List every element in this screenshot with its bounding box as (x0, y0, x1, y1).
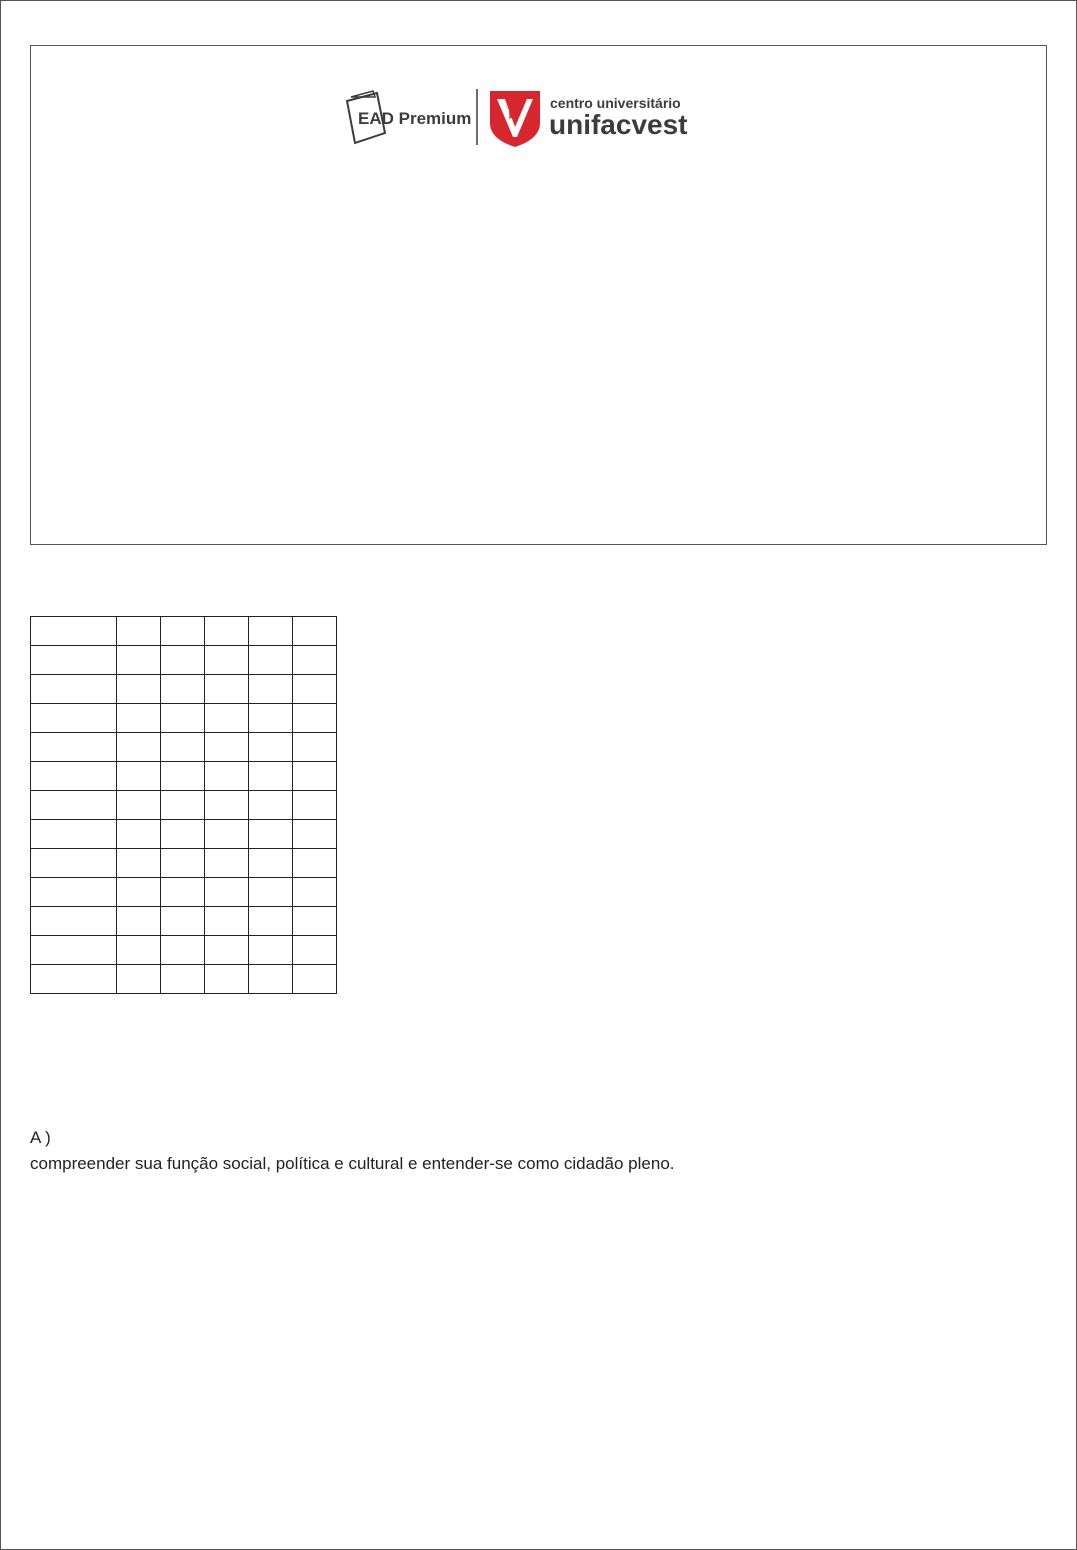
grid-answer-cell[interactable] (117, 762, 161, 791)
grid-answer-cell[interactable] (161, 849, 205, 878)
grid-answer-cell[interactable] (293, 878, 337, 907)
grid-answer-cell[interactable] (249, 733, 293, 762)
grid-answer-cell[interactable] (117, 675, 161, 704)
grid-answer-cell[interactable] (293, 965, 337, 994)
grid-answer-cell[interactable] (117, 936, 161, 965)
grid-answer-cell[interactable] (249, 878, 293, 907)
grid-answer-cell[interactable] (161, 936, 205, 965)
grid-answer-cell[interactable] (293, 762, 337, 791)
grid-answer-cell[interactable] (205, 646, 249, 675)
grid-row (31, 675, 337, 704)
grid-question-cell (31, 675, 117, 704)
grid-answer-cell[interactable] (161, 704, 205, 733)
grid-answer-cell[interactable] (161, 762, 205, 791)
grid-row (31, 791, 337, 820)
grid-row (31, 646, 337, 675)
grid-answer-cell[interactable] (117, 791, 161, 820)
grid-row (31, 733, 337, 762)
grid-answer-cell[interactable] (293, 733, 337, 762)
grid-answer-cell[interactable] (205, 878, 249, 907)
grid-question-cell (31, 965, 117, 994)
grid-row (31, 762, 337, 791)
grid-answer-cell[interactable] (249, 791, 293, 820)
grid-row (31, 849, 337, 878)
grid-question-cell (31, 849, 117, 878)
grid-answer-cell[interactable] (161, 733, 205, 762)
grid-answer-cell[interactable] (293, 791, 337, 820)
grid-answer-cell[interactable] (293, 617, 337, 646)
grid-answer-cell[interactable] (117, 820, 161, 849)
grid-answer-cell[interactable] (117, 733, 161, 762)
grid-question-cell (31, 791, 117, 820)
grid-answer-cell[interactable] (205, 907, 249, 936)
grid-answer-cell[interactable] (117, 704, 161, 733)
grid-answer-cell[interactable] (117, 965, 161, 994)
grid-answer-cell[interactable] (249, 907, 293, 936)
grid-row (31, 704, 337, 733)
grid-answer-cell[interactable] (161, 907, 205, 936)
grid-answer-cell[interactable] (117, 646, 161, 675)
grid-answer-cell[interactable] (161, 820, 205, 849)
grid-row (31, 907, 337, 936)
grid-row (31, 617, 337, 646)
grid-answer-cell[interactable] (117, 617, 161, 646)
grid-question-cell (31, 762, 117, 791)
grid-answer-cell[interactable] (205, 820, 249, 849)
logo-ead-text: EAD Premium (358, 109, 472, 128)
grid-answer-cell[interactable] (293, 646, 337, 675)
grid-answer-cell[interactable] (161, 617, 205, 646)
grid-answer-cell[interactable] (117, 849, 161, 878)
grid-answer-cell[interactable] (249, 617, 293, 646)
grid-answer-cell[interactable] (161, 878, 205, 907)
logo-subtitle-text: centro universitário (550, 95, 681, 111)
grid-answer-cell[interactable] (117, 878, 161, 907)
grid-answer-cell[interactable] (117, 907, 161, 936)
grid-answer-cell[interactable] (205, 617, 249, 646)
grid-answer-cell[interactable] (205, 733, 249, 762)
grid-answer-cell[interactable] (249, 646, 293, 675)
grid-question-cell (31, 617, 117, 646)
grid-answer-cell[interactable] (205, 849, 249, 878)
grid-answer-cell[interactable] (205, 965, 249, 994)
grid-row (31, 965, 337, 994)
grid-question-cell (31, 733, 117, 762)
grid-answer-cell[interactable] (249, 965, 293, 994)
grid-row (31, 820, 337, 849)
grid-row (31, 936, 337, 965)
shield-icon (490, 91, 540, 147)
grid-question-cell (31, 646, 117, 675)
grid-answer-cell[interactable] (249, 762, 293, 791)
grid-answer-cell[interactable] (293, 675, 337, 704)
grid-answer-cell[interactable] (161, 791, 205, 820)
grid-answer-cell[interactable] (161, 675, 205, 704)
grid-answer-cell[interactable] (293, 820, 337, 849)
grid-answer-cell[interactable] (293, 907, 337, 936)
grid-answer-cell[interactable] (249, 849, 293, 878)
grid-answer-cell[interactable] (205, 675, 249, 704)
institution-logo (345, 87, 695, 149)
grid-question-cell (31, 820, 117, 849)
grid-row (31, 878, 337, 907)
grid-answer-cell[interactable] (161, 646, 205, 675)
grid-answer-cell[interactable] (293, 936, 337, 965)
grid-answer-cell[interactable] (293, 849, 337, 878)
option-text: compreender sua função social, política e cultural e entender-se como cidadão pleno. (30, 1154, 675, 1173)
answer-grid-body (31, 617, 337, 994)
grid-answer-cell[interactable] (249, 704, 293, 733)
grid-answer-cell[interactable] (205, 762, 249, 791)
grid-answer-cell[interactable] (293, 704, 337, 733)
grid-answer-cell[interactable] (205, 791, 249, 820)
grid-question-cell (31, 704, 117, 733)
grid-answer-cell[interactable] (205, 936, 249, 965)
grid-answer-cell[interactable] (249, 675, 293, 704)
grid-answer-cell[interactable] (249, 820, 293, 849)
grid-answer-cell[interactable] (249, 936, 293, 965)
grid-question-cell (31, 936, 117, 965)
grid-question-cell (31, 878, 117, 907)
grid-answer-cell[interactable] (161, 965, 205, 994)
grid-question-cell (31, 907, 117, 936)
answer-grid (30, 616, 337, 994)
grid-answer-cell[interactable] (205, 704, 249, 733)
logo-name-text: unifacvest (549, 109, 688, 140)
option-letter: A ) (30, 1128, 51, 1147)
